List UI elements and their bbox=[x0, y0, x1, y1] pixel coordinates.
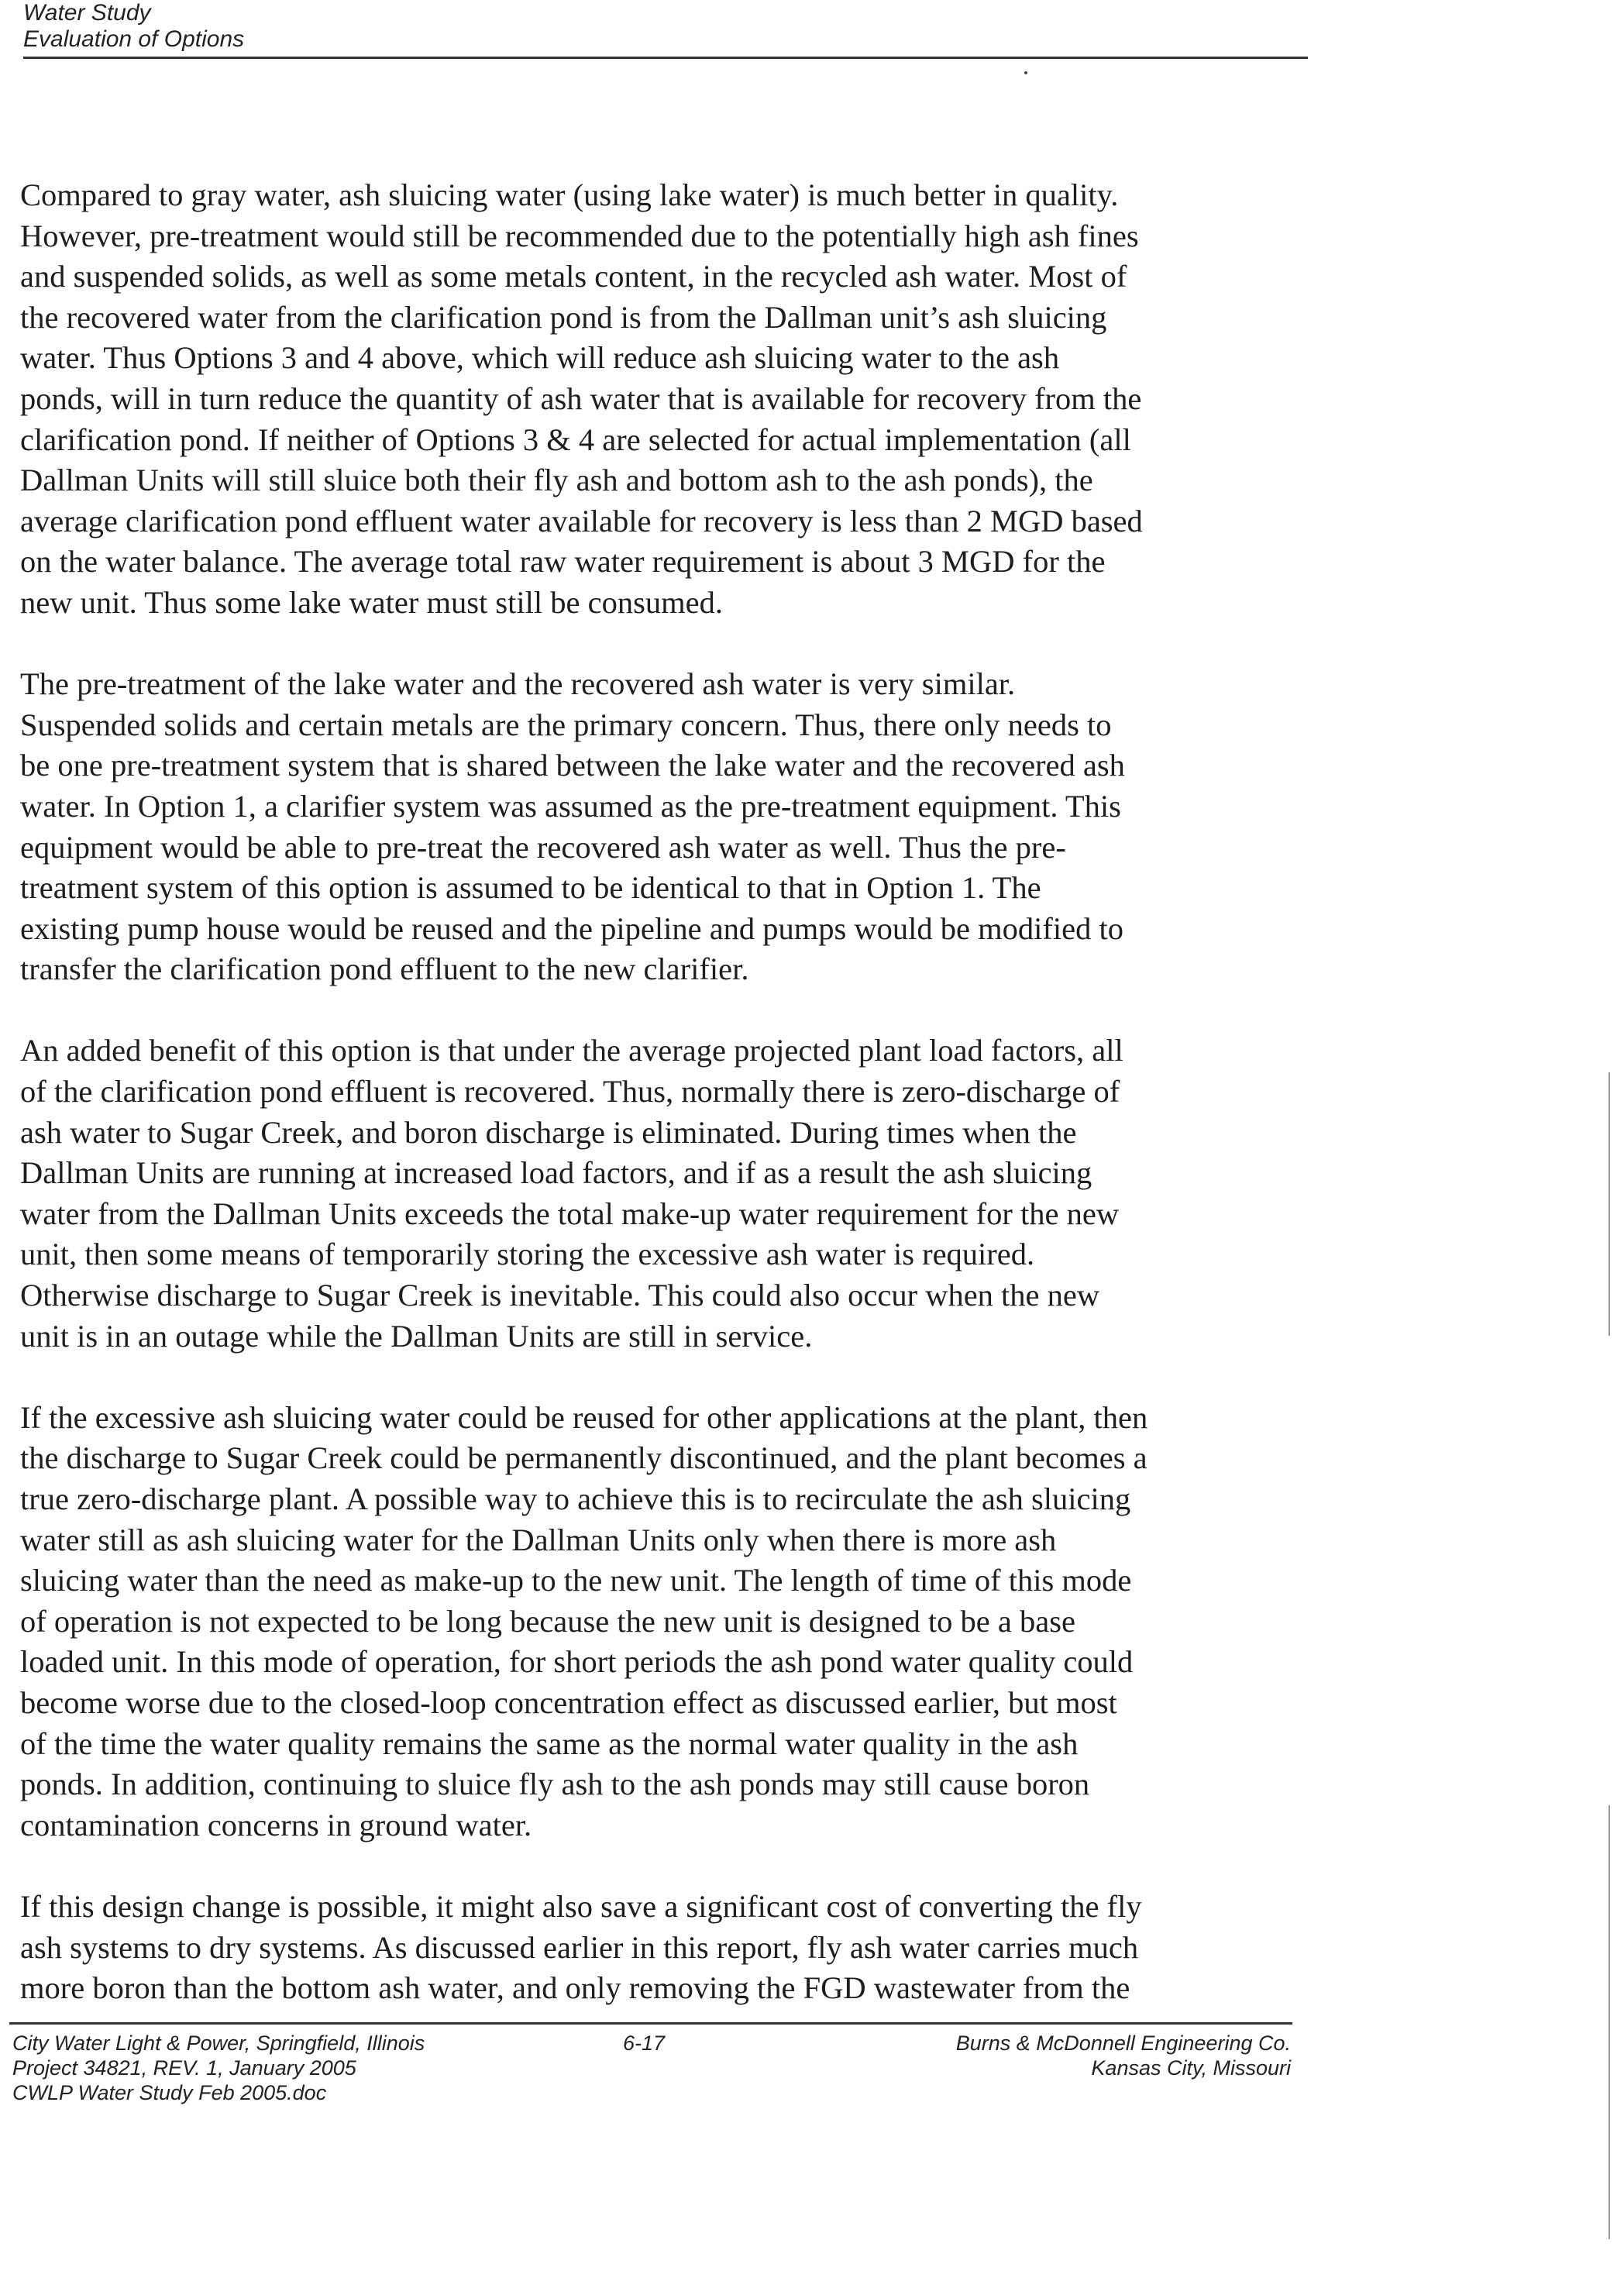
footer-client: City Water Light & Power, Springfield, Illinois bbox=[12, 2032, 425, 2055]
header-rule bbox=[23, 57, 1308, 59]
scan-speck bbox=[1024, 71, 1027, 74]
footer-left-block bbox=[12, 2031, 425, 2105]
footer-company: Burns & McDonnell Engineering Co. bbox=[955, 2032, 1291, 2055]
footer-project: Project 34821, REV. 1, January 2005 bbox=[12, 2056, 356, 2080]
body-paragraph: If the excessive ash sluicing water could be reused for other applications at the plant, then the discharge to Sugar Creek could be permanently discontinued, and the plant becomes a true zero-discharge plant. A possible way to achieve this is to recirculate the ash sluicing water still as ash sluicing water for the Dallman Units only when there is more ash sluicing water than the need as make-up to the new unit. The length of time of this mode of operation is not expected to be long because the new unit is designed to be a base loaded unit. In this mode of operation, for short periods the ash pond water quality could become worse due to the closed-loop concentration effect as discussed earlier, but most of the time the water quality remains the same as the normal water quality in the ash ponds. In addition, continuing to sluice fly ash to the ash ponds may still cause boron contamination concerns in ground water. bbox=[20, 1399, 1148, 1842]
scan-edge-mark bbox=[1609, 1805, 1610, 2239]
footer-page-number bbox=[623, 2031, 665, 2056]
document-body bbox=[20, 175, 1306, 2009]
header-section-title: Evaluation of Options bbox=[23, 26, 245, 52]
footer-rule bbox=[9, 2022, 1292, 2025]
footer-filename: CWLP Water Study Feb 2005.doc bbox=[12, 2081, 327, 2104]
page-header bbox=[23, 0, 1309, 53]
body-paragraph: Compared to gray water, ash sluicing water (using lake water) is much better in quality. However, pre-treatment would still be recommended due to the potentially high ash fines and suspended solids, as well as some metals content, in the recycled ash water. Most of the recovered water from the clarification pond is from the Dallman unit’s ash sluicing water. Thus Options 3 and 4 above, which will reduce ash sluicing water to the ash ponds, will in turn reduce the quantity of ash water that is available for recovery from the clarification pond. If neither of Options 3 & 4 are selected for actual implementation (all Dallman Units will still sluice both their fly ash and bottom ash to the ash ponds), the average clarification pond effluent water available for recovery is less than 2 MGD based on the water balance. The average total raw water requirement is about 3 MGD for the new unit. Thus some lake water must still be consumed. bbox=[20, 177, 1143, 620]
page-number: 6-17 bbox=[623, 2032, 666, 2055]
header-document-title: Water Study bbox=[23, 0, 151, 26]
footer-right-block bbox=[956, 2031, 1291, 2080]
body-paragraph: If this design change is possible, it might also save a significant cost of converting the fly ash systems to dry systems. As discussed earlier in this report, fly ash water carries much more boron than the bottom ash water, and only removing the FGD wastewater from the bbox=[20, 1888, 1142, 2006]
scan-edge-mark bbox=[1609, 1072, 1610, 1336]
body-paragraph: An added benefit of this option is that under the average projected plant load factors, all of the clarification pond effluent is recovered. Thus, normally there is zero-discharge of ash water to Sugar Creek, and boron discharge is eliminated. During times when the Dallman Units are running at increased load factors, and if as a result the ash sluicing water from the Dallman Units exceeds the total make-up water requirement for the new unit, then some means of temporarily storing the excessive ash water is required. Otherwise discharge to Sugar Creek is inevitable. This could also occur when the new unit is in an outage while the Dallman Units are still in service. bbox=[20, 1033, 1123, 1354]
body-paragraph: The pre-treatment of the lake water and the recovered ash water is very similar. Suspended solids and certain metals are the primary concern. Thus, there only needs to be one pre-treatment system that is shared between the lake water and the recovered ash water. In Option 1, a clarifier system was assumed as the pre-treatment equipment. This equipment would be able to pre-treat the recovered ash water as well. Thus the pre- treatment system of this option is assumed to be identical to that in Option 1. The existing pump house would be reused and the pipeline and pumps would be modified to transfer the clarification pond effluent to the new clarifier. bbox=[20, 666, 1125, 987]
footer-location: Kansas City, Missouri bbox=[1091, 2056, 1291, 2080]
